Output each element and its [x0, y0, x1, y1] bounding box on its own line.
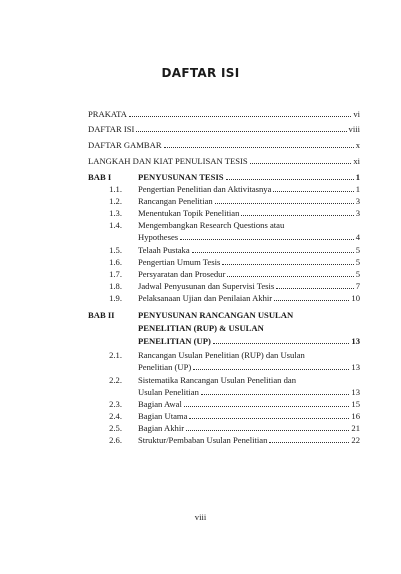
toc-entry-label: LANGKAH DAN KIAT PENULISAN TESIS: [88, 156, 248, 166]
section-title: Menentukan Topik Penelitian: [138, 208, 240, 218]
section-number: 2.6.: [109, 435, 122, 445]
toc-entry-label: DAFTAR GAMBAR: [88, 140, 162, 150]
section-title: Persyaratan dan Prosedur: [138, 269, 226, 279]
toc-entry-daftar-gambar[interactable]: [88, 140, 360, 151]
chapter-heading-bab-1[interactable]: [138, 172, 360, 183]
section-title-line: Mengembangkan Research Questions atau: [138, 220, 285, 230]
section-title: Bagian Utama: [138, 411, 188, 421]
page-title: DAFTAR ISI: [161, 66, 240, 80]
toc-entry-2-4[interactable]: [138, 411, 360, 422]
section-title: Pelaksanaan Ujian dan Penilaian Akhir: [138, 293, 273, 303]
section-title: Usulan Penelitian: [138, 387, 199, 397]
section-number: 1.5.: [109, 245, 122, 255]
section-page: 5: [355, 245, 360, 255]
leader-dots: [201, 394, 350, 395]
leader-dots: [184, 406, 350, 407]
section-page: 1: [355, 184, 360, 194]
chapter-title-line: PENELITIAN (RUP) & USULAN: [138, 323, 264, 333]
section-number: 2.2.: [109, 375, 122, 385]
section-page: 3: [355, 196, 360, 206]
section-number: 1.8.: [109, 281, 122, 291]
toc-entry-1-3[interactable]: [138, 208, 360, 219]
chapter-title: PENYUSUNAN TESIS: [138, 172, 224, 182]
leader-dots: [189, 418, 349, 419]
leader-dots: [136, 131, 346, 132]
page-number: viii: [194, 512, 207, 522]
section-number: 1.7.: [109, 269, 122, 279]
toc-entry-1-4[interactable]: [138, 232, 360, 243]
toc-entry-2-2[interactable]: [138, 387, 360, 398]
toc-entry-1-6[interactable]: [138, 257, 360, 268]
section-title: Bagian Awal: [138, 399, 182, 409]
section-number: 2.3.: [109, 399, 122, 409]
section-page: 16: [351, 411, 360, 421]
section-number: 2.1.: [109, 350, 122, 360]
toc-entry-daftar-isi[interactable]: [88, 124, 360, 135]
toc-entry-label: DAFTAR ISI: [88, 124, 135, 134]
section-number: 1.2.: [109, 196, 122, 206]
chapter-title-line: PENYUSUNAN RANCANGAN USULAN: [138, 310, 294, 320]
leader-dots: [215, 203, 354, 204]
chapter-page: 1: [355, 172, 360, 182]
toc-entry-page: x: [355, 140, 360, 150]
leader-dots: [274, 300, 349, 301]
section-page: 13: [351, 362, 360, 372]
section-title: Telaah Pustaka: [138, 245, 190, 255]
section-title: Pengertian Penelitian dan Aktivitasnya: [138, 184, 272, 194]
chapter-label: BAB I: [88, 172, 112, 182]
leader-dots: [180, 239, 354, 240]
section-page: 15: [351, 399, 360, 409]
toc-entry-prakata[interactable]: [88, 109, 360, 120]
section-title: Bagian Akhir: [138, 423, 185, 433]
section-title-line: Sistematika Rancangan Usulan Penelitian dan: [138, 375, 296, 385]
leader-dots: [273, 191, 353, 192]
toc-entry-2-1[interactable]: [138, 362, 360, 373]
section-page: 13: [351, 387, 360, 397]
leader-dots: [192, 252, 354, 253]
chapter-title: PENELITIAN (UP): [138, 336, 211, 346]
section-page: 7: [355, 281, 360, 291]
section-page: 10: [351, 293, 360, 303]
leader-dots: [186, 430, 349, 431]
leader-dots: [250, 163, 352, 164]
section-page: 3: [355, 208, 360, 218]
section-number: 1.6.: [109, 257, 122, 267]
toc-entry-1-7[interactable]: [138, 269, 360, 280]
section-title: Hypotheses: [138, 232, 179, 242]
section-title: Rancangan Penelitian: [138, 196, 213, 206]
toc-entry-2-3[interactable]: [138, 399, 360, 410]
leader-dots: [129, 116, 351, 117]
leader-dots: [226, 179, 354, 180]
leader-dots: [222, 264, 353, 265]
leader-dots: [241, 215, 353, 216]
leader-dots: [269, 442, 349, 443]
toc-entry-2-6[interactable]: [138, 435, 360, 446]
section-number: 2.5.: [109, 423, 122, 433]
chapter-label: BAB II: [88, 310, 115, 320]
leader-dots: [193, 369, 349, 370]
toc-entry-2-5[interactable]: [138, 423, 360, 434]
section-title: Struktur/Pembaban Usulan Penelitian: [138, 435, 268, 445]
section-number: 2.4.: [109, 411, 122, 421]
section-page: 5: [355, 257, 360, 267]
toc-entry-page: vi: [353, 109, 360, 119]
toc-entry-1-8[interactable]: [138, 281, 360, 292]
section-number: 1.4.: [109, 220, 122, 230]
section-page: 22: [351, 435, 360, 445]
toc-entry-1-9[interactable]: [138, 293, 360, 304]
toc-entry-label: PRAKATA: [88, 109, 127, 119]
leader-dots: [164, 147, 354, 148]
toc-entry-page: viii: [348, 124, 360, 134]
section-title: Jadwal Penyusunan dan Supervisi Tesis: [138, 281, 275, 291]
section-number: 1.1.: [109, 184, 122, 194]
section-page: 5: [355, 269, 360, 279]
chapter-page: 13: [351, 336, 360, 346]
toc-entry-1-2[interactable]: [138, 196, 360, 207]
chapter-heading-bab-2[interactable]: [138, 336, 360, 347]
section-title: Pengertian Umum Tesis: [138, 257, 221, 267]
section-page: 4: [355, 232, 360, 242]
leader-dots: [276, 288, 353, 289]
toc-entry-langkah[interactable]: [88, 156, 360, 167]
toc-entry-1-1[interactable]: [138, 184, 360, 195]
section-page: 21: [351, 423, 360, 433]
section-title-line: Rancangan Usulan Penelitian (RUP) dan Usulan: [138, 350, 305, 360]
leader-dots: [227, 276, 353, 277]
section-number: 1.3.: [109, 208, 122, 218]
section-title: Penelitian (UP): [138, 362, 192, 372]
toc-entry-1-5[interactable]: [138, 245, 360, 256]
toc-entry-page: xi: [353, 156, 360, 166]
section-number: 1.9.: [109, 293, 122, 303]
leader-dots: [213, 343, 350, 344]
